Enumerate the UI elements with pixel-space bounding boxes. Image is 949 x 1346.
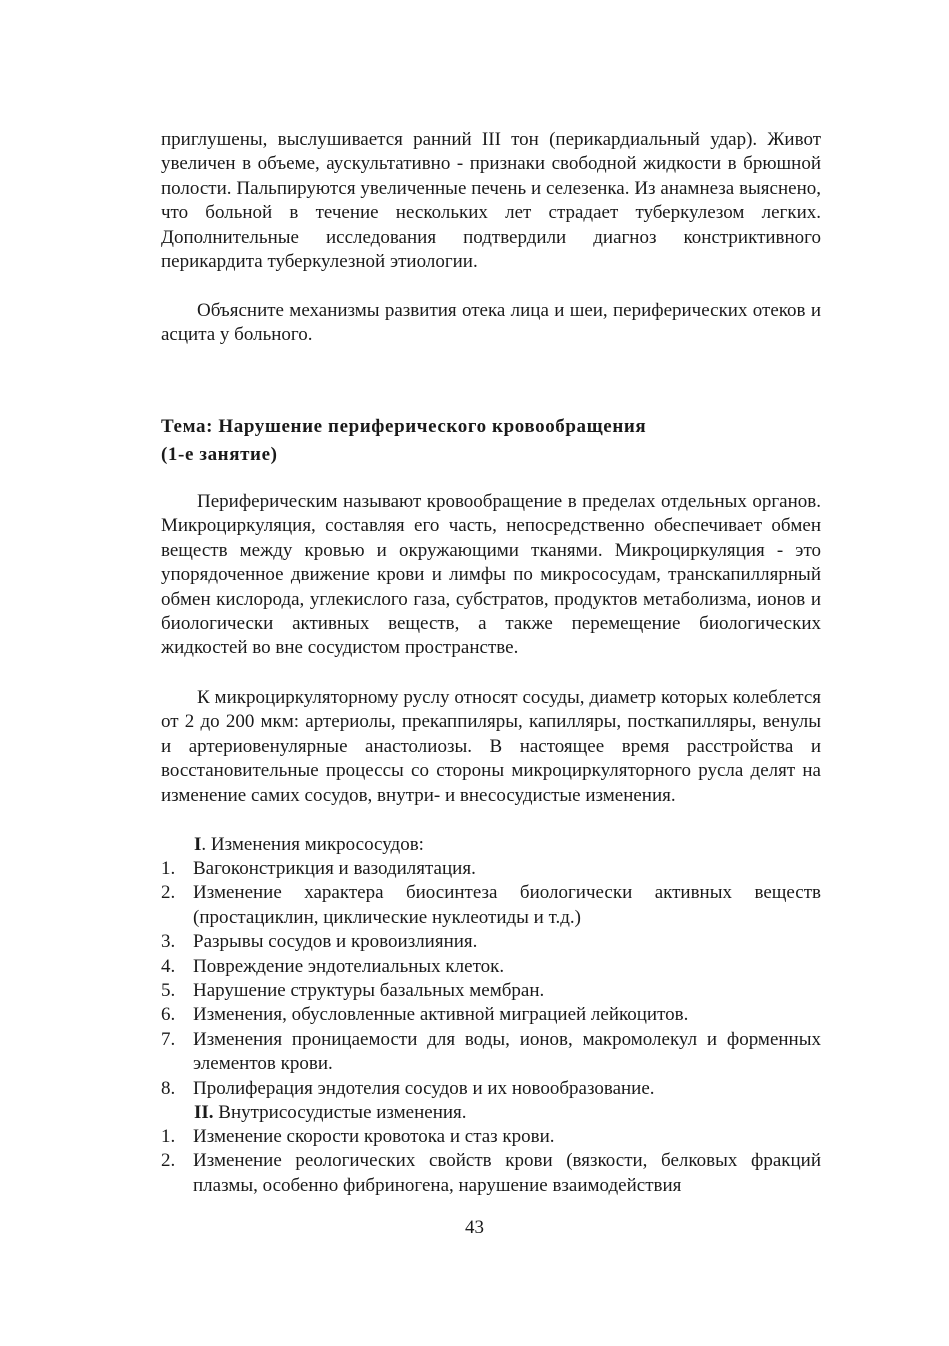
- topic-heading-line-2: (1-е занятие): [161, 444, 278, 465]
- list-item-number: 2.: [161, 1150, 176, 1172]
- section-1-heading: [194, 833, 424, 857]
- list-item-text: Изменение скорости кровотока и стаз крови.: [193, 1126, 555, 1147]
- list-item-number: 6.: [161, 1004, 176, 1026]
- list-item-number: 1.: [161, 1126, 176, 1147]
- list-item-text: Повреждение эндотелиальных клеток.: [193, 955, 505, 977]
- topic-heading-line-1: Тема: Нарушение периферического кровообращения: [161, 416, 647, 437]
- list-item: [161, 1149, 821, 1198]
- list-item-number: 8.: [161, 1077, 176, 1099]
- list-item-number: 7.: [161, 1028, 176, 1050]
- section-1-numeral: I: [194, 834, 202, 855]
- list-item: [161, 1003, 821, 1027]
- topic-heading: [161, 413, 821, 469]
- list-item-number: 4.: [161, 955, 176, 977]
- list-item: [161, 881, 821, 930]
- list-item-text: Пролиферация эндотелия сосудов и их новообразование.: [193, 1077, 655, 1099]
- section-2-list: [161, 1125, 821, 1198]
- page-number: 43: [465, 1217, 484, 1238]
- section-2-title: Внутрисосудистые изменения.: [213, 1102, 467, 1123]
- list-item: [161, 1125, 821, 1149]
- section-1-list: [161, 857, 821, 1101]
- list-item-number: 2.: [161, 882, 176, 904]
- body-paragraph-2: К микроциркуляторному руслу относят сосуды, диаметр которых колеблется от 2 до 200 мкм: артериолы, прекаппиляры, капилляры, посткапилляры, венулы и артериовенулярные анастолиозы. В настоящее время расстройства и восстановительные процессы со стороны микроциркуляторного русла делят на изменение самих сосудов, внутри- и внесосудистые изменения.: [161, 687, 821, 806]
- body-paragraph-1: Периферическим называют кровообращение в пределах отдельных органов. Микроциркуляция, составляя его часть, непосредственно обеспечивает обмен веществ между кровью и окружающими тканями. Микроциркуляция - это упорядоченное движение крови и лимфы по микрососудам, транскапиллярный обмен кислорода, углекислого газа, субстратов, продуктов метаболизма, ионов и биологически активных веществ, а также перемещение биологических жидкостей во вне сосудистом пространстве.: [161, 491, 821, 659]
- list-item: [161, 857, 821, 881]
- intro-paragraph-2: Объясните механизмы развития отека лица и шеи, периферических отеков и асцита у больного.: [161, 300, 821, 346]
- list-item-number: 3.: [161, 931, 176, 953]
- list-item-text: Изменение реологических свойств крови (вязкости, белковых фракций плазмы, особенно фибриногена, нарушение взаимодействия: [193, 1150, 821, 1196]
- list-item-text: Изменения, обусловленные активной миграцией лейкоцитов.: [193, 1004, 689, 1026]
- section-1-title: . Изменения микрососудов:: [201, 834, 424, 855]
- intro-paragraph-1: приглушены, выслушивается ранний III тон (перикардиальный удар). Живот увеличен в объеме, аускультативно - признаки свободной жидкости в брюшной полости. Пальпируются увеличенные печень и селезенка. Из анамнеза выяснено, что больной в течение нескольких лет страдает туберкулезом легких. Дополнительные исследования подтвердили диагноз констриктивного перикардита туберкулезной этиологии.: [161, 129, 821, 273]
- list-item-number: 1.: [161, 858, 176, 879]
- list-item-text: Нарушение структуры базальных мембран.: [193, 980, 545, 1002]
- list-item-text: Разрывы сосудов и кровоизлияния.: [193, 931, 478, 953]
- list-item: [161, 1077, 821, 1101]
- list-item-text: Вагоконстрикция и вазодилятация.: [193, 858, 476, 879]
- list-item: [161, 979, 821, 1003]
- list-item: [161, 955, 821, 979]
- list-item: [161, 930, 821, 954]
- list-item-text: Изменения проницаемости для воды, ионов, макромолекул и форменных элементов крови.: [193, 1028, 821, 1075]
- list-item-number: 5.: [161, 980, 176, 1002]
- list-item: [161, 1028, 821, 1077]
- section-2-numeral: II.: [194, 1102, 214, 1123]
- list-item-text: Изменение характера биосинтеза биологически активных веществ (простациклин, циклические нуклеотиды и т.д.): [193, 882, 821, 928]
- section-2-heading: [194, 1101, 467, 1125]
